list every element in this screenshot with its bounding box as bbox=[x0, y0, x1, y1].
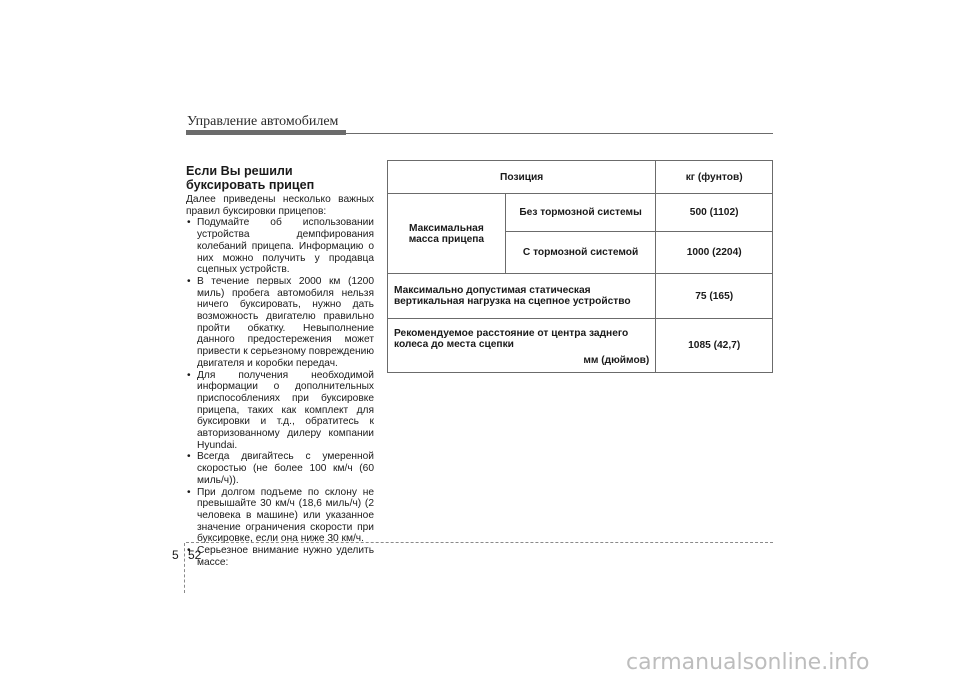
bullet-item: • Подумайте об использовании устройства демпфирования колебаний прицепа. Информацию о них можно получить у продавца сцепных устройств. bbox=[186, 217, 374, 276]
distance-label: Рекомендуемое расстояние от центра заднего колеса до места сцепки bbox=[394, 327, 629, 350]
watermark-text: carmanualsonline.info bbox=[626, 650, 870, 675]
chapter-number: 5 bbox=[172, 548, 179, 562]
trailer-spec-table bbox=[387, 160, 773, 373]
vertical-load-label: Максимально допустимая статическая вертикальная нагрузка на сцепное устройство bbox=[388, 274, 656, 319]
bullet-item: • При долгом подъеме по склону не превышайте 30 км/ч (18,6 миль/ч) (2 человека в машине) или указанное значение ограничения скорости при буксировке, если она ниже 30 км/ч. bbox=[186, 487, 374, 546]
vertical-load-value: 75 (165) bbox=[656, 274, 773, 319]
no-brake-value: 500 (1102) bbox=[656, 194, 773, 232]
bullet-item: • Для получения необходимой информации о дополнительных приспособлениях при буксировке прицепа, таких как комплект для буксировки и т.д., обратитесь к авторизованному дилеру компании Hyundai. bbox=[186, 370, 374, 452]
no-brake-label: Без тормозной системы bbox=[505, 194, 656, 232]
intro-paragraph: Далее приведены несколько важных правил буксировки прицепов: bbox=[186, 194, 374, 217]
bullet-item: • Всегда двигайтесь с умеренной скоростью (не более 100 км/ч (60 миль/ч)). bbox=[186, 451, 374, 486]
footer-rule bbox=[186, 542, 773, 543]
column-header-weight: кг (фунтов) bbox=[656, 161, 773, 194]
page-header-title: Управление автомобилем bbox=[187, 114, 339, 129]
left-text-column bbox=[186, 164, 374, 569]
header-rule-thick bbox=[186, 130, 346, 135]
with-brake-value: 1000 (2204) bbox=[656, 232, 773, 274]
bullet-item: • В течение первых 2000 км (1200 миль) пробега автомобиля нельзя ничего буксировать, нужно дать возможность двигателю правильно пройти обкатку. Невыполнение данного предостережения может привести к серьезному повреждению двигателя и коробки передач. bbox=[186, 276, 374, 370]
footer-vertical-rule bbox=[184, 543, 185, 593]
column-header-position: Позиция bbox=[388, 161, 656, 194]
table-header-row bbox=[388, 161, 773, 194]
distance-units: мм (дюймов) bbox=[583, 355, 650, 366]
table-row bbox=[388, 319, 773, 373]
bullet-list bbox=[186, 217, 374, 568]
distance-value: 1085 (42,7) bbox=[656, 319, 773, 373]
bullet-item: • Серьезное внимание нужно уделить массе: bbox=[186, 545, 374, 568]
table-row bbox=[388, 274, 773, 319]
max-trailer-mass-label: Максимальная масса прицепа bbox=[388, 194, 506, 274]
table-row bbox=[388, 194, 773, 232]
distance-cell bbox=[388, 319, 656, 373]
with-brake-label: С тормозной системой bbox=[505, 232, 656, 274]
page-number: 52 bbox=[188, 548, 202, 562]
section-heading: Если Вы решили буксировать прицеп bbox=[186, 164, 315, 192]
header-rule-thin bbox=[346, 133, 773, 134]
